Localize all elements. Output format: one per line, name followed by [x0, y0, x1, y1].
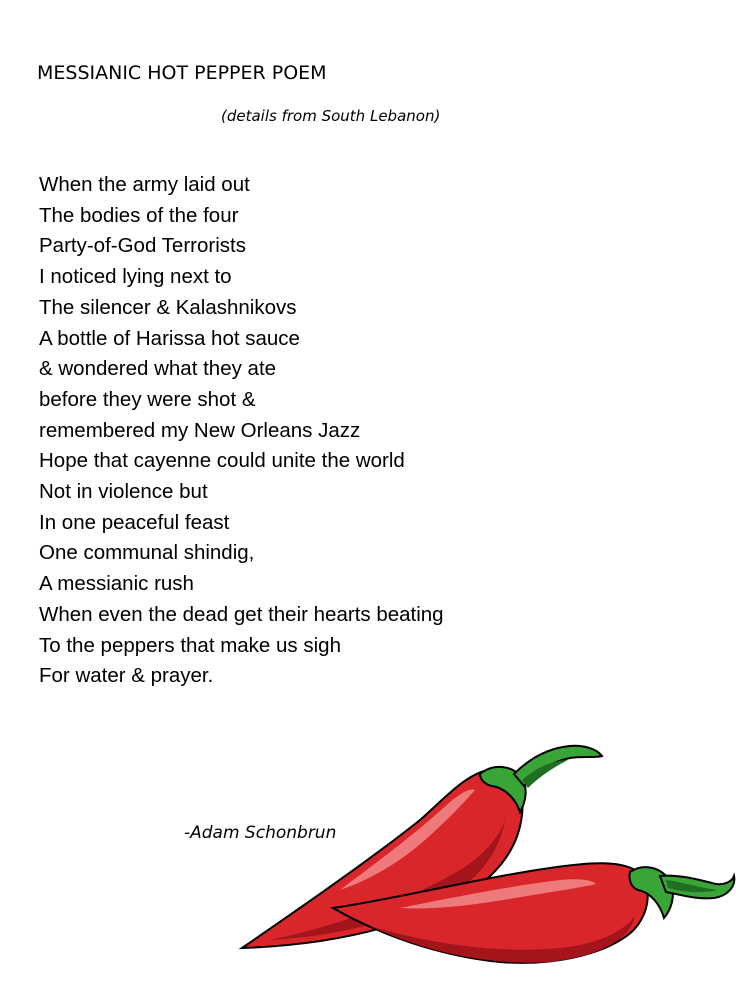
- poem-line: In one peaceful feast: [39, 510, 230, 534]
- poem-author: -Adam Schonbrun: [184, 823, 337, 843]
- poem-subtitle: (details from South Lebanon): [221, 107, 441, 125]
- poem-line: For water & prayer.: [39, 664, 214, 688]
- poem-line: before they were shot &: [39, 387, 256, 411]
- poem-line: & wondered what they ate: [39, 357, 277, 381]
- poem-body: [39, 170, 444, 692]
- poem-line: A messianic rush: [39, 572, 194, 596]
- poem-line: Not in violence but: [39, 480, 208, 504]
- poem-line: I noticed lying next to: [39, 265, 232, 289]
- red-chili-peppers-icon: [230, 730, 736, 981]
- poem-line: The silencer & Kalashnikovs: [39, 295, 297, 319]
- poem-line: Party-of-God Terrorists: [39, 234, 246, 258]
- poem-line: Hope that cayenne could unite the world: [39, 449, 405, 473]
- poem-line: The bodies of the four: [39, 203, 239, 227]
- poem-line: When the army laid out: [39, 173, 250, 196]
- poem-line: A bottle of Harissa hot sauce: [39, 326, 300, 350]
- poem-line: remembered my New Orleans Jazz: [39, 418, 361, 442]
- poem-line: One communal shindig,: [39, 541, 255, 565]
- poem-title: MESSIANIC HOT PEPPER POEM: [37, 62, 327, 84]
- poem-line: When even the dead get their hearts beating: [39, 602, 444, 626]
- poem-line: To the peppers that make us sigh: [39, 633, 341, 657]
